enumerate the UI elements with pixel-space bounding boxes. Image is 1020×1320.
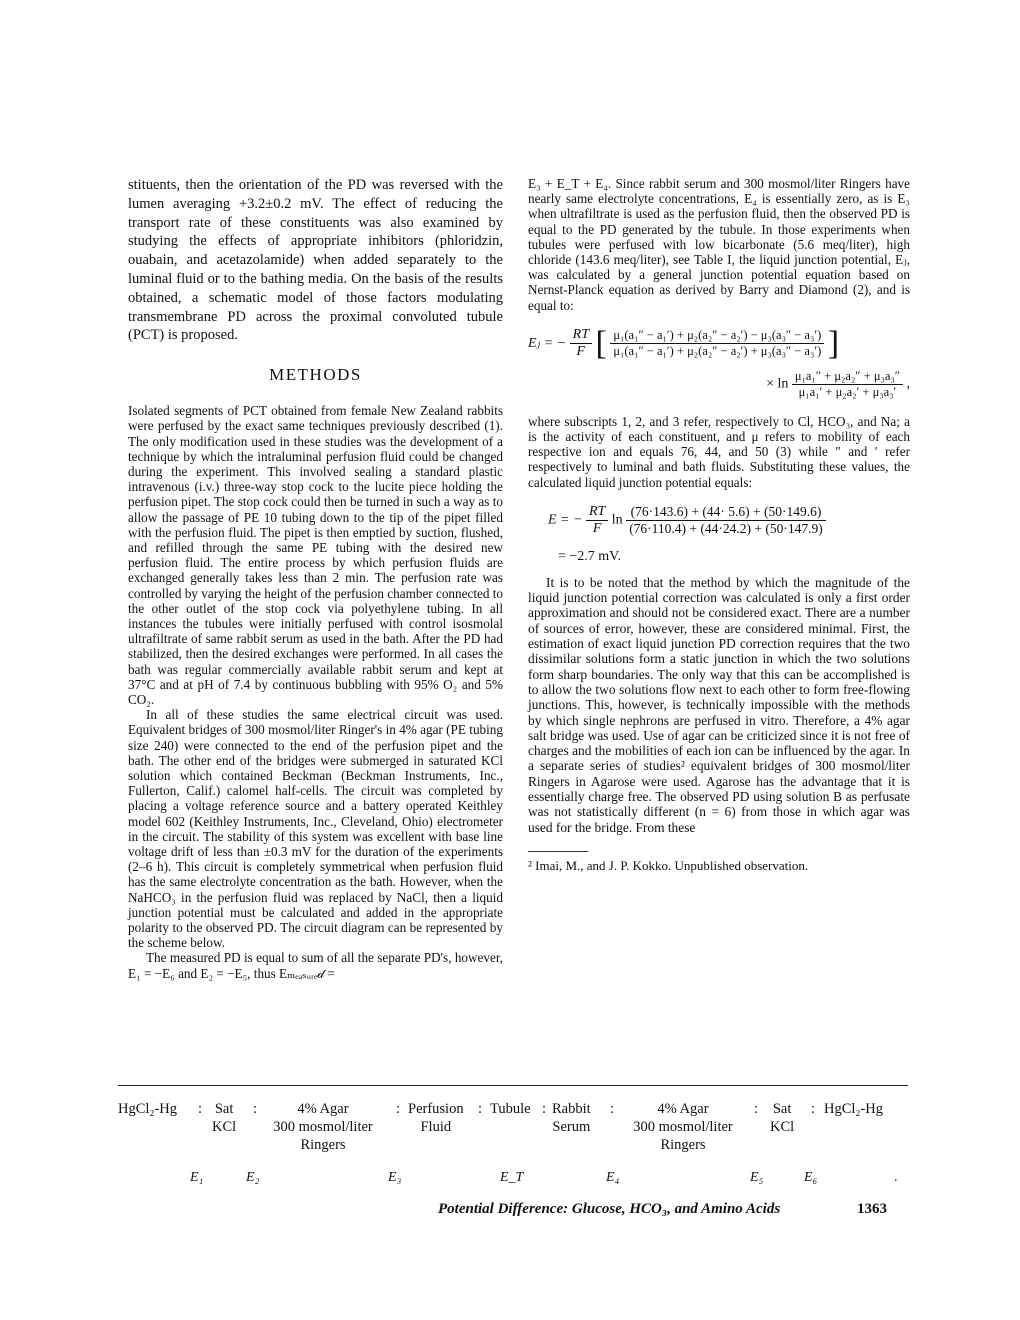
scheme-perfusion-line1: Perfusion xyxy=(408,1101,464,1117)
eq2-result: = −2.7 mV. xyxy=(558,548,621,564)
eq1-lhs: Eⱼ = − xyxy=(528,336,567,352)
eq2-fraction xyxy=(626,504,826,537)
eq1-ln-fraction xyxy=(792,369,903,400)
scheme-kcl-right-line2: KCl xyxy=(770,1119,795,1135)
eq1-denominator: μ₁(a₁″ − a₁′) + μ₂(a₂″ − a₂′) + μ₃(a₃″ − a₃′) xyxy=(613,344,822,359)
eq2-ln: ln xyxy=(611,512,623,528)
scheme-kcl-right-line1: Sat xyxy=(772,1101,792,1117)
potential-e2: E₂ xyxy=(246,1170,260,1185)
left-column xyxy=(128,176,503,981)
potential-et: E_T xyxy=(500,1170,524,1185)
running-title: Potential Difference: Glucose, HCO₃, and Amino Acids xyxy=(438,1201,781,1217)
scheme-agar-left-line3: Ringers xyxy=(300,1137,346,1153)
eq2-denominator: (76·110.4) + (44·24.2) + (50·147.9) xyxy=(629,520,823,536)
eq1-rt: RT xyxy=(570,327,592,344)
scheme-perfusion-fluid xyxy=(408,1100,464,1136)
eq2-rt-over-f xyxy=(586,504,608,537)
scheme-sep: : xyxy=(754,1101,759,1117)
eq1-ln: × ln xyxy=(766,376,789,392)
eq1-open-bracket: [ xyxy=(595,324,607,362)
scheme-agar-left-line2: 300 mosmol/liter xyxy=(273,1119,373,1135)
eq2-f: F xyxy=(592,520,602,536)
scheme-kcl-left-line1: Sat xyxy=(214,1101,234,1117)
scheme-serum-line1: Rabbit xyxy=(552,1101,591,1117)
scheme-electrode-left: HgCl₂-Hg xyxy=(118,1101,178,1117)
scheme-agar-right-line3: Ringers xyxy=(660,1137,706,1153)
eq2-numerator: (76·143.6) + (44· 5.6) + (50·149.6) xyxy=(626,504,826,521)
scheme-sep: : xyxy=(811,1101,816,1117)
scheme-sep: : xyxy=(610,1101,615,1117)
scheme-sep: : xyxy=(198,1101,203,1117)
intro-paragraph: stituents, then the orientation of the PD was reversed with the lumen averaging +3.2±0.2 mV. The effect of reducing the transport rate of these constituents was also examined by studying the effects of appropriate inhibitors (phloridzin, ouabain, and acetazolamide) when added separately to the luminal fluid or to the bathing media. On the basis of the results obtained, a schematic model of those factors modulating transmembrane PD across the proximal convoluted tubule (PCT) is proposed. xyxy=(128,177,503,344)
potential-e4: E₄ xyxy=(606,1170,620,1185)
methods-paragraph-2: In all of these studies the same electrical circuit was used. Equivalent bridges of 300 mosmol/liter Ringer's in 4% agar (PE tubing size 240) were connected to the end of the perfusion pipet and the bath. The other end of the bridges were submerged in saturated KCl solution which contained Beckman (Beckman Instruments, Inc., Fullerton, Calif.) calomel half-cells. The circuit was completed by placing a voltage reference source and a battery operated Keithley model 602 (Keithley Instruments, Inc., Cleveland, Ohio) electrometer in the circuit. The stability of this system was excellent with base line voltage drift of less than ±0.3 mV for the duration of the experiments (2–6 h). This circuit is completely symmetrical when perfusion fluid has the same electrolyte concentration as the bath. However, when the NaHCO₃ in the perfusion fluid was replaced by NaCl, then a liquid junction potential must be calculated and added in the appropriate polarity to the observed PD. The circuit diagram can be represented by the scheme below. xyxy=(128,707,503,951)
eq1-close-bracket: ] xyxy=(827,324,840,362)
methods-heading: METHODS xyxy=(269,365,362,385)
right-paragraph-2: where subscripts 1, 2, and 3 refer, respectively to Cl, HCO₃, and Na; a is the activity of each constituent, and μ refers to mobility of each respective ion and equals 76, 44, and 50 (3) while ″ and ′ refer respectively to luminal and bath fluids. Substituting these values, the calculated liquid junction potential equals: xyxy=(528,413,910,490)
eq1-rt-over-f xyxy=(570,327,592,360)
eq2-rt: RT xyxy=(586,504,608,521)
scheme-sep: : xyxy=(396,1101,401,1117)
eq1-ln-denominator: μ₁a₁′ + μ₂a₂′ + μ₃a₃′ xyxy=(798,384,897,399)
junction-potential-equation: Eⱼ = − $\frac{RT}{F}$ [ $\frac{\text{μ₁(a₁″ − a₁′) + μ₂(a₂″ − a₂′) − μ₃(a₃″ − a₃′)}}{\text{μ₁(a₁″ − a₁′) + μ₂(a₂″ − a₂′) + μ₃(a₃″ − a₃′)}}$ ] × ln $\frac{\text{μ₁a₁″ + μ₂a₂″ + μ₃a₃″}}{\text{μ₁a₁′ + μ₂a₂′ + μ₃a₃′}}$ , xyxy=(528,324,910,399)
footnote-rule xyxy=(528,851,588,852)
potential-e1: E₁ xyxy=(190,1170,204,1185)
scheme-divider xyxy=(118,1085,908,1086)
scheme-agar-left-line1: 4% Agar xyxy=(297,1101,349,1117)
eq1-ln-numerator: μ₁a₁″ + μ₂a₂″ + μ₃a₃″ xyxy=(792,369,903,385)
scheme-agar-right-line1: 4% Agar xyxy=(657,1101,709,1117)
scheme-kcl-left-line2: KCl xyxy=(212,1119,237,1135)
potential-e6: E₆ xyxy=(804,1170,818,1185)
methods-paragraph-3: The measured PD is equal to sum of all the separate PD's, however, E₁ = −E₆ and E₂ = −E₅, thus Eₘₑₐₛᵤᵣₑ𝒹 = xyxy=(128,950,503,981)
scheme-rabbit-serum xyxy=(552,1100,591,1136)
potential-e5: E₅ xyxy=(750,1170,764,1185)
right-paragraph-1: E₃ + E_T + E₄. Since rabbit serum and 300 mosmol/liter Ringers have nearly same electrolyte concentrations, E₄ is essentially zero, as is E₃ when ultrafiltrate is used as the perfusion fluid, then the observed PD is equal to the PD generated by the tubule. In those experiments when tubules were perfused with low bicarbonate (5.6 meq/liter), high chloride (143.6 meq/liter), see Table I, the liquid junction potential, Eⱼ, was calculated by a general junction potential equation based on Nernst-Planck equation as derived by Barry and Diamond (2), and is equal to: xyxy=(528,176,910,313)
calculated-potential-equation xyxy=(548,504,910,565)
scheme-agar-right xyxy=(623,1100,743,1154)
scheme-kcl-left xyxy=(212,1100,236,1136)
methods-paragraph-1: Isolated segments of PCT obtained from female New Zealand rabbits were perfused by the exact same techniques previously described (1). The only modification used in these studies was the development of a technique by which the intraluminal perfusion fluid could be changed during the experiment. This involved sealing a standard plastic intravenous (i.v.) three-way stop cock to the lucite piece holding the perfusion pipet. The stop cock could then be turned in such a way as to allow the passage of PE 10 tubing down to the tip of the pipet filled with the perfusion fluid. The pipet is then emptied by suction, flushed, and refilled through the same PE tubing with the desired new perfusion fluid. The entire process by which perfusion fluids are exchanged generally takes less than 2 min. The perfusion rate was controlled by varying the height of the perfusion chamber connected to the other outlet of the stop cock via polyethylene tubing. In all instances the tubules were initially perfused with control isosmolal ultrafiltrate of same rabbit serum as used in the bath. After the PD had stabilized, then the desired exchanges were performed. In all cases the bath was regular commercially available rabbit serum and kept at 37°C and at pH of 7.4 by continuous bubbling with 95% O₂ and 5% CO₂. xyxy=(128,403,503,708)
scheme-sep: : xyxy=(542,1101,547,1117)
right-column xyxy=(528,176,910,873)
scheme-kcl-right xyxy=(770,1100,794,1136)
potential-e3: E₃ xyxy=(388,1170,402,1185)
scheme-sep: : xyxy=(253,1101,258,1117)
scheme-end-period: . xyxy=(894,1170,898,1185)
scheme-agar-left xyxy=(263,1100,383,1154)
scheme-agar-right-line2: 300 mosmol/liter xyxy=(633,1119,733,1135)
right-paragraph-3: It is to be noted that the method by which the magnitude of the liquid junction potential correction was calculated is only a first order approximation and should not be considered exact. There are a number of sources of error, however, these are considered minimal. First, the estimation of exact liquid junction PD correction requires that the two dissimilar solutions form a static junction in which the two solutions form sharp boundaries. The only way that this can be accomplished is to allow the two solutions flow next to each other to form free-flowing junctions. This, however, is technically impossible with the methods by which single nephrons are perfused in vitro. Therefore, a 4% agar salt bridge was used. Use of agar can be criticized since it is not free of charges and the mobilities of each ion can be influenced by the agar. In a separate series of studies² equivalent bridges of 300 mosmol/liter Ringers in Agarose were used. Agarose has the advantage that it is essentially charge free. The observed PD using solution B as perfusate was not statistically different (n = 6) from those in which agar was used for the bridge. From these xyxy=(528,574,910,835)
scheme-perfusion-line2: Fluid xyxy=(420,1119,452,1135)
scheme-serum-line2: Serum xyxy=(552,1119,591,1135)
footnote: ² Imai, M., and J. P. Kokko. Unpublished observation. xyxy=(528,857,809,873)
eq2-lhs: E = − xyxy=(548,512,583,528)
page-number: 1363 xyxy=(857,1201,887,1217)
eq1-main-fraction xyxy=(610,328,824,359)
eq1-numerator: μ₁(a₁″ − a₁′) + μ₂(a₂″ − a₂′) − μ₃(a₃″ − a₃′) xyxy=(610,328,824,344)
scheme-tubule: Tubule xyxy=(490,1101,531,1117)
scheme-sep: : xyxy=(478,1101,483,1117)
eq1-f: F xyxy=(576,344,586,360)
scheme-electrode-right: HgCl₂-Hg xyxy=(824,1101,884,1117)
